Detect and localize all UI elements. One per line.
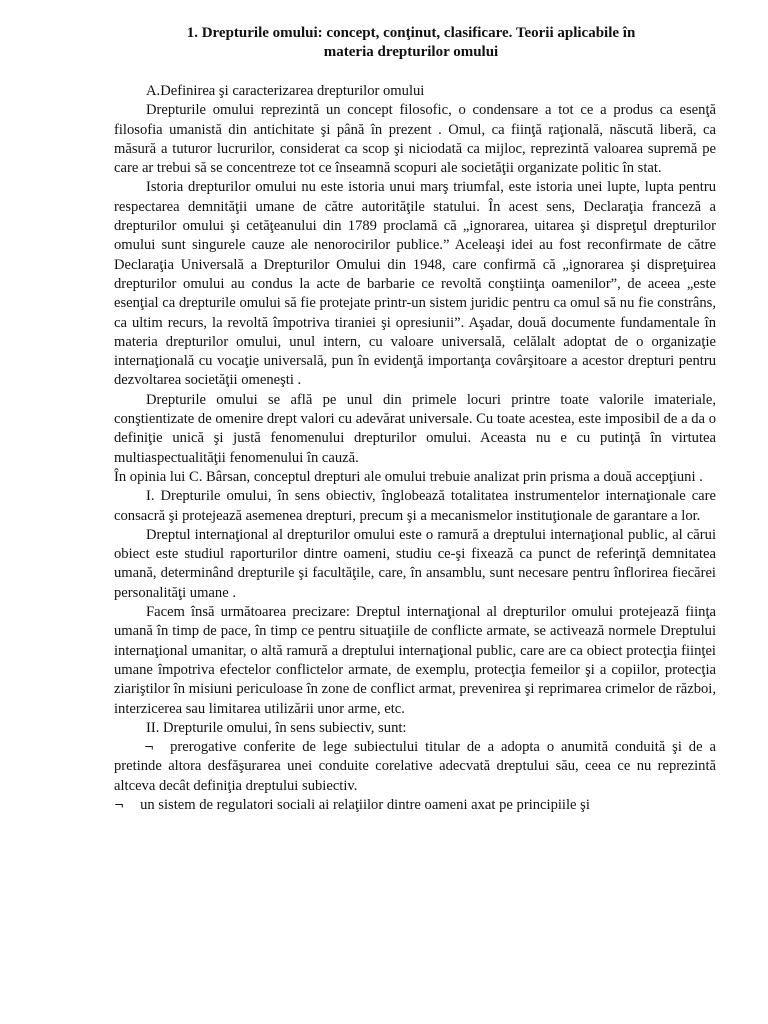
bullet-item-1 xyxy=(114,738,716,796)
opinion-paragraph: În opinia lui C. Bârsan, conceptul drepturi ale omului trebuie analizat prin prisma a două accepţiuni . xyxy=(114,468,703,485)
title-line-2: materia drepturilor omului xyxy=(323,44,499,60)
sense-subjective-heading: II. Drepturile omului, în sens subiectiv, sunt: xyxy=(146,719,407,736)
paragraph-3: Drepturile omului se află pe unul din primele locuri printre toate valorile imateriale, conştientizate de omenire drept valori cu adevărat universale. Cu toate acestea, este imposibil de a da o definiţie unică şi justă fenomenului drepturilor omului. Aceasta nu e cu putinţă în virtutea multiaspectualităţii fenomenului în cauză. xyxy=(114,391,716,466)
bullet-text-2: un sistem de regulatori sociali ai relaţiilor dintre oameni axat pe principiile şi xyxy=(140,796,590,813)
bullet-text-1: prerogative conferite de lege subiectului titular de a adopta o anumită conduită şi de a pretinde altora desfăşurarea unei conduite corelative adecvată dreptului său, ceea ce nu reprezintă altceva decât definiţia dreptului subiectiv. xyxy=(114,739,716,794)
international-law-paragraph: Dreptul internaţional al drepturilor omului este o ramură a dreptului internaţional public, al cărui obiect este studiul raporturilor dintre oameni, studiu ce-şi fixează ca punct de referinţă demnitatea umană, determinând drepturile şi facultăţile, care, în ansamblu, sunt necesare pentru înflorirea fiecărei personalităţi umane . xyxy=(114,526,716,601)
title-line-1: 1. Drepturile omului: concept, conţinut, clasificare. Teorii aplicabile în xyxy=(186,25,636,41)
bullet-mark-icon: ¬ xyxy=(144,740,155,755)
sense-objective-paragraph: I. Drepturile omului, în sens obiectiv, înglobează totalitatea instrumentelor internaţionale care consacră şi protejează asemenea drepturi, precum şi a mecanismelor instituţionale de garantare a lor. xyxy=(114,488,716,524)
paragraph-2: Istoria drepturilor omului nu este istoria unui marş triumfal, este istoria unei lupte, lupta pentru respectarea demnităţii umane de către autorităţile statului. În acest sens, Declaraţia franceză a drepturilor omului şi cetăţeanului din 1789 proclamă că „ignorarea, uitarea şi dispreţul drepturilor omului sunt singurele cauze ale nenorocirilor publice.” Aceleaşi idei au fost reconfirmate de către Declaraţia Universală a Drepturilor Omului din 1948, care confirmă că „ignorarea şi dispreţuirea drepturilor omului au condus la acte de barbarie ce revoltă conştiinţa oamenilor”, de aceea „este esenţial ca drepturile omului să fie protejate printr-un sistem juridic pentru ca omul să nu fie constrâns, ca ultim recurs, la revoltă împotriva tiraniei şi opresiunii”. Aşadar, două documente fundamentale în materia drepturilor omului, unul intern, cu valoare universală, celălalt adoptat de o organizaţie internaţională cu vocaţie universală, pun în evidenţă importanţa covârşitoare a acestor drepturi pentru dezvoltarea societăţii omeneşti . xyxy=(114,179,716,389)
document-body xyxy=(114,82,716,815)
bullet-mark-icon: ¬ xyxy=(114,797,125,812)
clarification-paragraph: Facem însă următoarea precizare: Dreptul internaţional al drepturilor omului protejează fiinţa umană în timp de pace, în timp ce pentru situaţiile de conflicte armate, se activează normele Dreptului internaţional umanitar, o altă ramură a dreptului internaţional public, care are ca obiect protecţia fiinţei umane împotriva efectelor conflictelor armate, de exemplu, protecţia femeilor şi a copiilor, protecţia ziariştilor în misiuni periculoase în zone de conflict armat, prevenirea şi reprimarea crimelor de război, interzicerea sau limitarea utilizării unor arme, etc. xyxy=(114,604,716,717)
paragraph-1: Drepturile omului reprezintă un concept filosofic, o condensare a tot ce a produs ca esenţă filosofia umanistă din antichitate şi până în prezent . Omul, ca fiinţă raţională, născută liberă, ca măsură a tuturor lucrurilor, considerat ca scop şi niciodată ca mijloc, reprezintă valoarea supremă pe care ar trebui să se concentreze tot ce înseamnă scopuri ale societăţii organizate politic în stat. xyxy=(114,102,716,177)
document-title xyxy=(114,24,708,62)
bullet-item-2 xyxy=(114,796,716,815)
section-heading-a: A.Definirea şi caracterizarea drepturilor omului xyxy=(146,83,425,99)
